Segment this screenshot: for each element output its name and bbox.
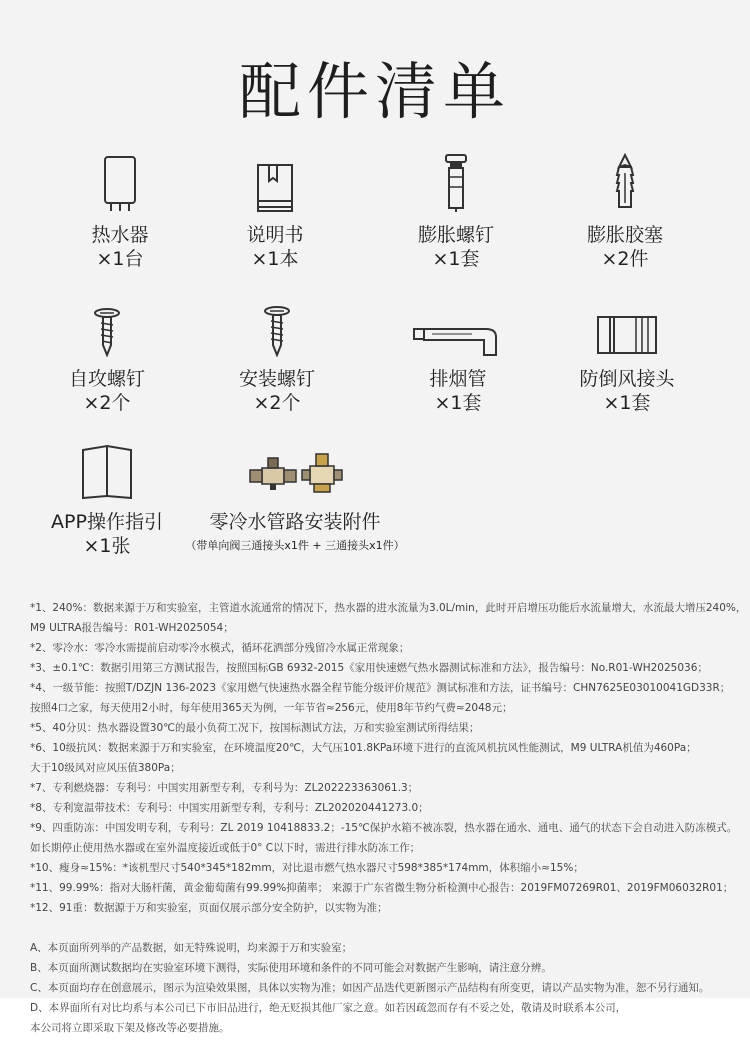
footnote-line: *4、一级节能：按照T/DZJN 136-2023《家用燃气快速热水器全程节能分级评价规范》测试标准和方法，证书编号：CHN7625E03010041GD33R； [30,682,731,694]
footnote-line: *12、91重：数据源于万和实验室，页面仅展示部分安全防护，以实物为准； [30,902,388,914]
accessory-mounting-screw [187,287,367,415]
item-quantity: ×1套 [603,392,651,414]
item-note: （带单向阀三通接头x1件 + 三通接头x1件） [185,539,405,552]
item-quantity: ×2个 [253,392,301,414]
footnote-line: D、本界面所有对比均系与本公司已下市旧品进行，绝无贬损其他厂家之意。如若因疏忽而存有不妥之处，敬请及时联系本公司， [30,1002,627,1014]
footnote-line: C、本页面均存在创意展示，图示为渲染效果图，具体以实物为准；如因产品迭代更新图示产品结构有所变更，请以产品实物为准，恕不另行通知。 [30,982,710,994]
item-quantity: ×1套 [434,392,482,414]
footnote-line: *9、四重防冻：中国发明专利，专利号：ZL 2019 10418833.2；-15℃保护水箱不被冻裂，热水器在通水、通电、通气的状态下会自动进入防冻模式。 [30,822,738,834]
footnote-line: *2、零冷水：零冷水需提前启动零冷水模式，循环花洒部分残留冷水属正常现象； [30,642,410,654]
expansion-bolt-icon [441,153,471,213]
water-heater-icon [102,155,138,213]
footnote-line: *11、99.99%：指对大肠杆菌，黄金葡萄菌有99.99%抑菌率； 来源于广东省微生物分析检测中心报告：2019FM07269R01、2019FM06032R01； [30,882,734,894]
valve-fittings-icon [240,450,350,500]
page-title: 配件清单 [238,55,511,128]
notes-spacer [30,918,730,938]
footnote-line: *6、10级抗风：数据来源于万和实验室，在环境温度20℃，大气压101.8KPa环境下进行的直流风机抗风性能测试，M9 ULTRA机值为460Pa； [30,742,697,754]
item-name: 安装螺钉 [238,368,315,390]
accessory-manual [185,143,365,271]
footnote-line: 如长期停止使用热水器或在室外温度接近或低于0° C以下时，需进行排水防冻工作； [30,842,421,854]
item-name: 膨胀胶塞 [586,224,663,246]
app-guide-card-icon [81,444,133,500]
footnote-line: *1、240%：数据来源于万和实验室，主管道水流通常的情况下，热水器的进水流量为3.0L/min，此时开启增压功能后水流量增大，水流最大增压240%， [30,602,747,614]
accessory-zero-cold-water-kit [185,430,405,554]
footnote-line: 按照4口之家，每天使用2小时，每年使用365天为例，一年节省≈256元，使用8年节约气费≈2048元； [30,702,513,714]
footnote-line: *3、±0.1℃：数据引用第三方测试报告，按照国标GB 6932-2015《家用快速燃气热水器测试标准和方法》，报告编号：No.R01-WH2025036； [30,662,708,674]
item-quantity: ×1本 [251,248,299,270]
footnote-line: *5、40分贝：热水器设置30℃的最小负荷工况下，按国标测试方法，万和实验室测试所得结果； [30,722,480,734]
item-name: 说明书 [246,224,304,246]
item-quantity: ×2件 [601,248,649,270]
footnote-line: A、本页面所列举的产品数据，如无特殊说明，均来源于万和实验室； [30,942,353,954]
item-quantity: ×1套 [432,248,480,270]
manual-book-icon [254,163,296,213]
self-tapping-screw-icon [92,307,122,357]
wall-plug-icon [610,153,640,213]
footnote-line: *7、专利燃烧器：专利号：中国实用新型专利，专利号为：ZL202223363061.3； [30,782,419,794]
item-quantity: ×2个 [83,392,131,414]
footnote-line: B、本页面所测试数据均在实验室环境下测得，实际使用环境和条件的不同可能会对数据产生影响，请注意分辨。 [30,962,552,974]
item-quantity: ×1张 [83,535,131,557]
accessory-anti-backdraft-connector [537,287,717,415]
accessory-wall-plug [535,143,715,271]
item-name: 防倒风接头 [579,368,675,390]
accessory-water-heater [30,143,210,271]
accessory-self-tapping-screw [17,287,197,415]
exhaust-pipe-icon [412,307,504,357]
accessory-exhaust-pipe [368,287,548,415]
item-name: 零冷水管路安装附件 [209,511,381,533]
item-name: APP操作指引 [51,511,163,533]
item-name: 自攻螺钉 [68,368,145,390]
footnote-line: M9 ULTRA报告编号：R01-WH2025054； [30,622,234,634]
footnote-line: *10、瘦身≈15%：*该机型尺寸540*345*182mm，对比退市燃气热水器尺寸598*385*174mm，体积缩小≈15%； [30,862,584,874]
footnote-line: 本公司将立即采取下架及修改等必要措施。 [30,1022,230,1034]
anti-backdraft-connector-icon [596,313,658,357]
item-name: 膨胀螺钉 [417,224,494,246]
footnote-line: 大于10级风对应风压值380Pa； [30,762,181,774]
item-quantity: ×1台 [96,248,144,270]
footnotes [30,598,747,1038]
item-name: 热水器 [91,224,149,246]
footnote-line: *8、专利宽温带技术：专利号：中国实用新型专利，专利号：ZL202020441273.0； [30,802,429,814]
item-name: 排烟管 [429,368,487,390]
mounting-screw-icon [262,305,292,357]
accessory-app-guide [17,430,197,558]
accessory-expansion-bolt [366,143,546,271]
